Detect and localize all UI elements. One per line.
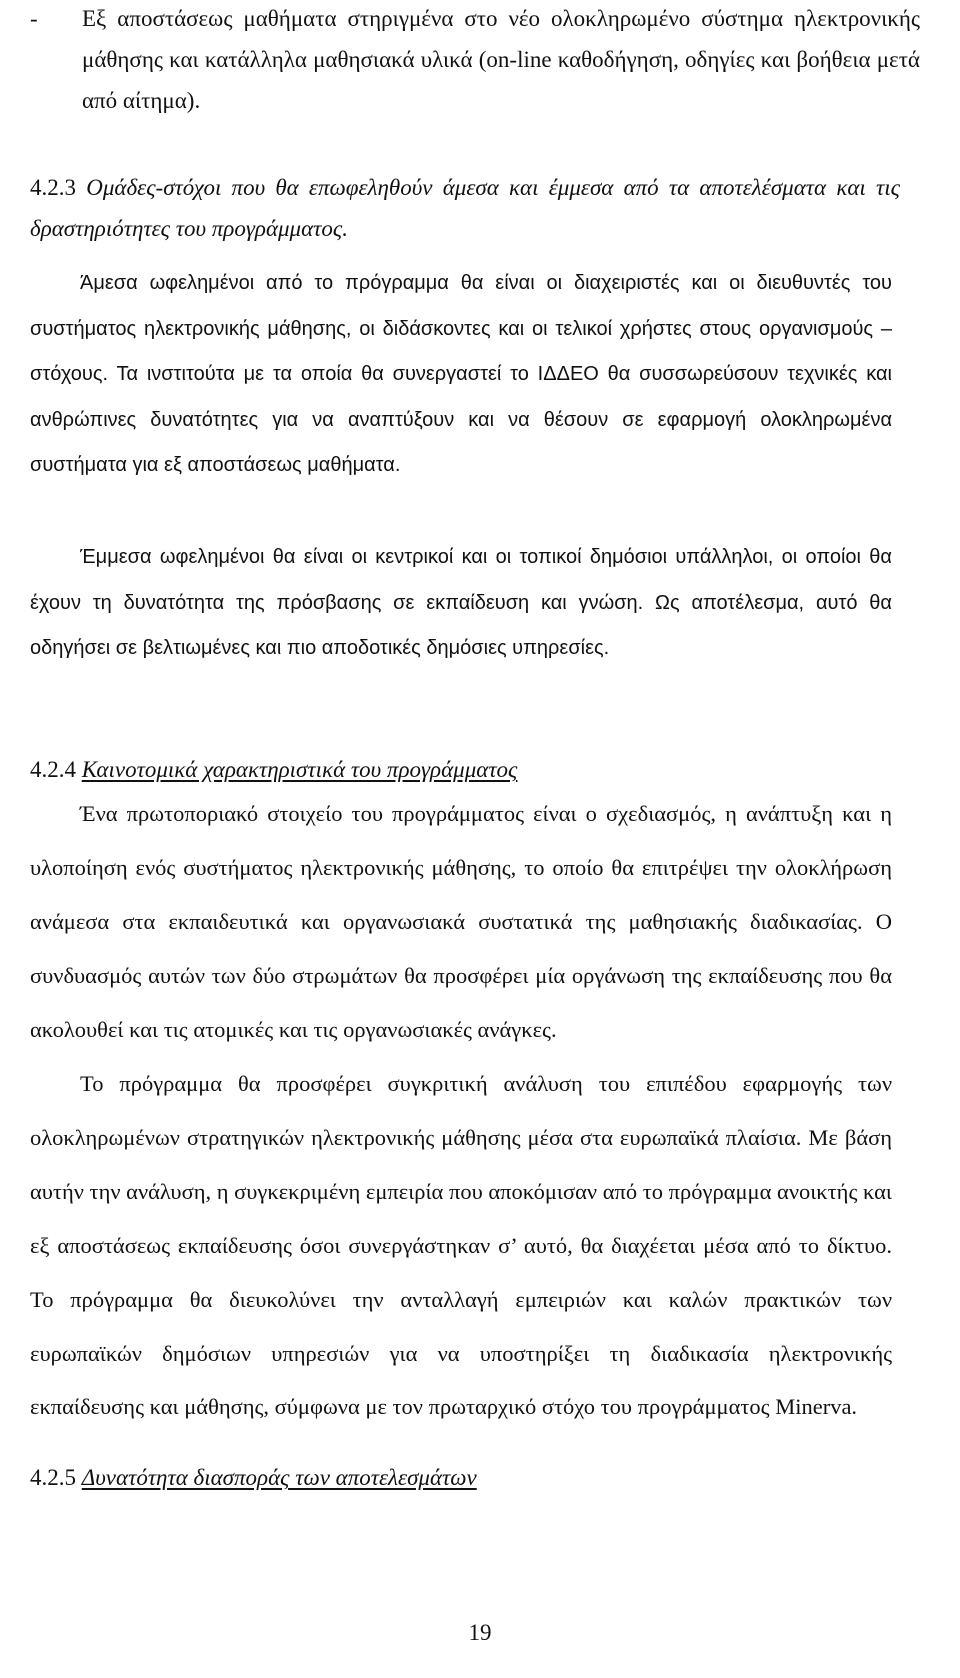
section-number: 4.2.3 xyxy=(30,175,76,200)
paragraph-text: Άμεσα ωφελημένοι από το πρόγραμμα θα είναι οι διαχειριστές και οι διευθυντές του συστήματος ηλεκτρονικής μάθησης, οι διδάσκοντες και οι τελικοί χρήστες στους οργανισμούς – στόχους. Τα ινστιτούτα με τα οποία θα συνεργαστεί το ΙΔΔΕΟ θα συσσωρεύσουν τεχνικές και ανθρώπινες δυνατότητες για να αναπτύξουν και να θέσουν σε εφαρμογή ολοκληρωμένα συστήματα για εξ αποστάσεως μαθήματα. xyxy=(30,272,892,477)
paragraph-text: Το πρόγραμμα θα προσφέρει συγκριτική ανάλυση του επιπέδου εφαρμογής των ολοκληρωμένων στρατηγικών ηλεκτρονικής μάθησης μέσα στα ευρωπαϊκά πλαίσια. Με βάση αυτήν την ανάλυση, η συγκεκριμένη εμπειρία που αποκόμισαν από το πρόγραμμα ανοικτής και εξ αποστάσεως εκπαίδευσης όσοι συνεργάστηκαν σ’ αυτό, θα διαχέεται μέσα από το δίκτυο. Το πρόγραμμα θα διευκολύνει την ανταλλαγή εμπειριών και καλών πρακτικών των ευρωπαϊκών δημόσιων υπηρεσιών για να υποστηρίξει τη διαδικασία ηλεκτρονικής εκπαίδευσης και μάθησης, σύμφωνα με τον πρωταρχικό στόχο του προγράμματος Minerva. xyxy=(30,1071,892,1420)
paragraph xyxy=(30,261,892,489)
section-number: 4.2.5 xyxy=(30,1465,76,1490)
section-heading-4-2-3 xyxy=(30,167,900,249)
section-title: Δυνατότητα διασποράς των αποτελεσμάτων xyxy=(81,1465,477,1490)
bullet-text: Εξ αποστάσεως μαθήματα στηριγμένα στο νέο ολοκληρωμένο σύστημα ηλεκτρονικής μάθησης και κατάλληλα μαθησιακά υλικά (on-line καθοδήγηση, οδηγίες και βοήθεια μετά από αίτημα). xyxy=(82,6,920,113)
bullet-dash: - xyxy=(30,6,38,31)
section-heading-4-2-4 xyxy=(30,749,900,790)
section-title: Καινοτομικά χαρακτηριστικά του προγράμματος xyxy=(81,757,518,782)
paragraph-text: Ένα πρωτοποριακό στοιχείο του προγράμματος είναι ο σχεδιασμός, η ανάπτυξη και η υλοποίηση ενός συστήματος ηλεκτρονικής μάθησης, το οποίο θα επιτρέψει την ολοκλήρωση ανάμεσα στα εκπαιδευτικά και οργανωσιακά συστατικά της μαθησιακής διαδικασίας. Ο συνδυασμός αυτών των δύο στρωμάτων θα προσφέρει μία οργάνωση της εκπαίδευσης που θα ακολουθεί και τις ατομικές και τις οργανωσιακές ανάγκες. xyxy=(30,801,892,1042)
section-title: Ομάδες-στόχοι που θα επωφεληθούν άμεσα και έμμεσα από τα αποτελέσματα και τις δραστηριότητες του προγράμματος. xyxy=(30,175,900,241)
section-number: 4.2.4 xyxy=(30,757,76,782)
paragraph xyxy=(30,1057,892,1434)
paragraph-text: Έμμεσα ωφελημένοι θα είναι οι κεντρικοί και οι τοπικοί δημόσιοι υπάλληλοι, οι οποίοι θα έχουν τη δυνατότητα της πρόσβασης σε εκπαίδευση και γνώση. Ως αποτέλεσμα, αυτό θα οδηγήσει σε βελτιωμένες και πιο αποδοτικές δημόσιες υπηρεσίες. xyxy=(30,546,892,660)
paragraph xyxy=(30,787,892,1057)
section-heading-4-2-5 xyxy=(30,1457,900,1498)
page-number: 19 xyxy=(468,1620,492,1645)
paragraph xyxy=(30,535,892,672)
